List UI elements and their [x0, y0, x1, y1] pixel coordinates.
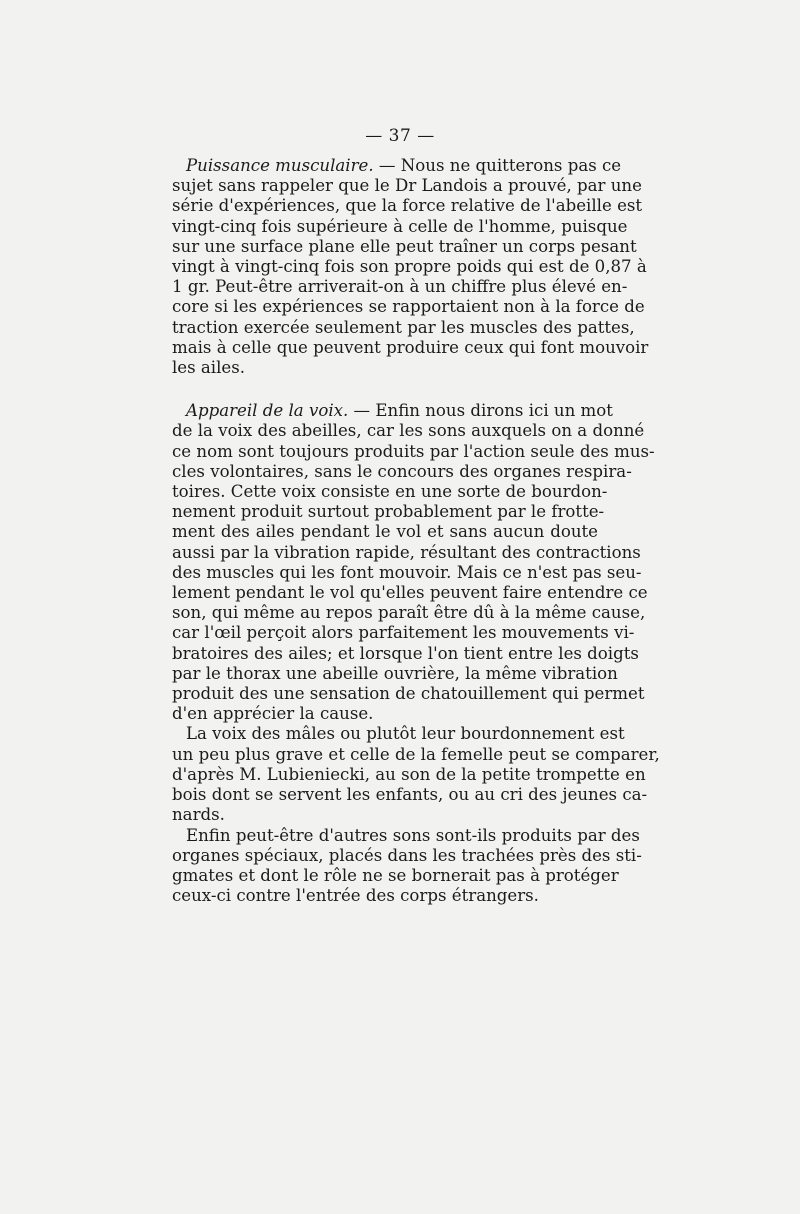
paragraph-autres-sons — [172, 825, 642, 907]
text-line: Enfin peut-être d'autres sons sont-ils produits par des — [186, 825, 640, 845]
text-line: ceux-ci contre l'entrée des corps étrangers. — [172, 886, 539, 906]
page-number: — 37 — — [365, 126, 435, 146]
section-label: Appareil de la voix. — [186, 401, 349, 421]
text-line: série d'expériences, que la force relative de l'abeille est — [172, 196, 643, 216]
text-line: bratoires des ailes; et lorsque l'on tient entre les doigts — [172, 643, 639, 663]
text-line: Puissance musculaire. — Nous ne quitterons pas ce — [186, 156, 622, 175]
text-line: ment des ailes pendant le vol et sans aucun doute — [172, 522, 598, 542]
text-line: organes spéciaux, placés dans les trachées près des sti- — [172, 845, 642, 865]
text-line: vingt-cinq fois supérieure à celle de l'homme, puisque — [172, 216, 628, 236]
text-line: par le thorax une abeille ouvrière, la même vibration — [172, 663, 618, 683]
paragraph-appareil-de-la-voix — [172, 401, 655, 724]
text-line: vingt à vingt-cinq fois son propre poids qui est de 0,87 à — [172, 257, 647, 277]
text-line: bois dont se servent les enfants, ou au cri des jeunes ca- — [172, 785, 648, 805]
text-line: toires. Cette voix consiste en une sorte de bourdon- — [172, 482, 608, 502]
section-label: Puissance musculaire. — [186, 156, 374, 175]
text-line: sujet sans rappeler que le Dr Landois a prouvé, par une — [172, 176, 642, 196]
text-line: traction exercée seulement par les muscles des pattes, — [172, 317, 635, 337]
text-line: mais à celle que peuvent produire ceux qui font mouvoir — [172, 337, 649, 357]
body-text — [172, 156, 660, 906]
text-line: Appareil de la voix. — Enfin nous dirons ici un mot — [186, 401, 613, 421]
text-line: lement pendant le vol qu'elles peuvent faire entendre ce — [172, 583, 648, 603]
text-line: La voix des mâles ou plutôt leur bourdonnement est — [186, 724, 625, 744]
text-line: core si les expériences se rapportaient non à la force de — [172, 297, 645, 317]
text-line: les ailes. — [172, 358, 246, 378]
text-line: sur une surface plane elle peut traîner un corps pesant — [172, 236, 637, 256]
text-line: nards. — [172, 805, 225, 825]
text-line: 1 gr. Peut-être arriverait-on à un chiffre plus élevé en- — [172, 277, 628, 297]
text-line: nement produit surtout probablement par le frotte- — [172, 502, 605, 522]
text-line: de la voix des abeilles, car les sons auxquels on a donné — [172, 421, 645, 441]
text-line: son, qui même au repos paraît être dû à la même cause, — [172, 603, 646, 623]
paragraph-puissance-musculaire — [172, 156, 649, 378]
paragraph-voix-des-males — [172, 724, 660, 825]
text-line: un peu plus grave et celle de la femelle peut se comparer, — [172, 744, 660, 764]
text-line: d'en apprécier la cause. — [172, 704, 374, 724]
text-line: produit des une sensation de chatouillement qui permet — [172, 684, 645, 704]
text-line: aussi par la vibration rapide, résultant des contractions — [172, 542, 641, 562]
text-line: d'après M. Lubieniecki, au son de la petite trompette en — [172, 764, 646, 784]
text-line: car l'œil perçoit alors parfaitement les mouvements vi- — [172, 623, 635, 643]
text-line: gmates et dont le rôle ne se bornerait pas à protéger — [172, 865, 619, 885]
text-line: ce nom sont toujours produits par l'action seule des mus- — [172, 441, 655, 461]
text-line: des muscles qui les font mouvoir. Mais ce n'est pas seu- — [172, 562, 642, 582]
text-line: cles volontaires, sans le concours des organes respira- — [172, 461, 632, 481]
